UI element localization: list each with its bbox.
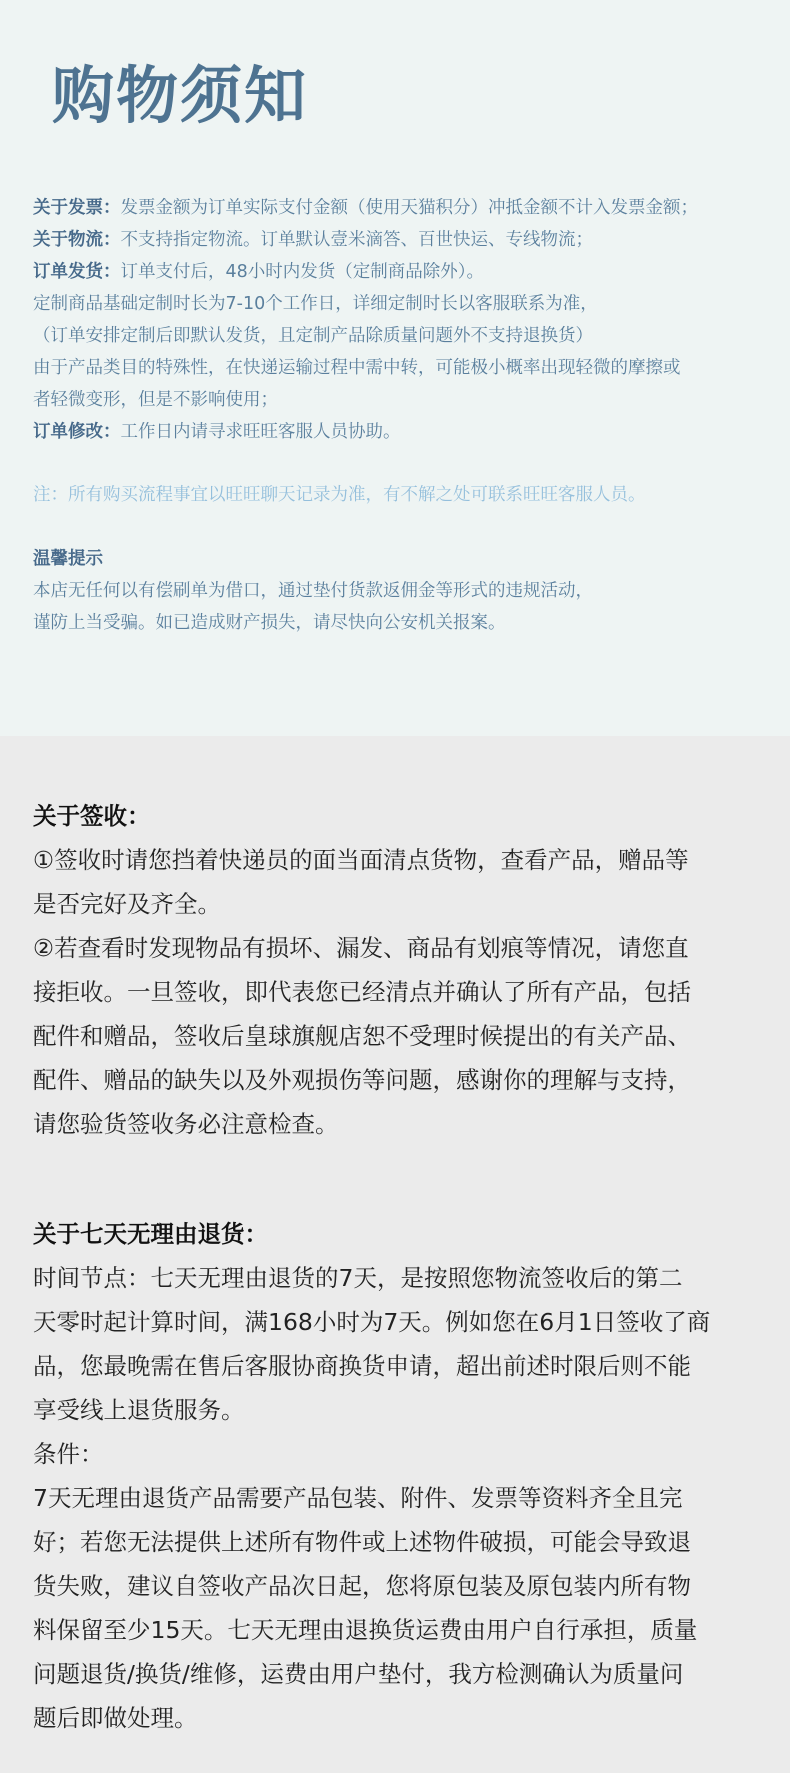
notice-text: （订单安排定制后即默认发货，且定制产品除质量问题外不支持退换货） — [33, 326, 593, 346]
notice-transport — [33, 352, 785, 384]
tips-line: 本店无任何以有偿刷单为借口，通过垫付货款返佣金等形式的违规活动， — [33, 581, 593, 601]
note-text: 注：所有购买流程事宜以旺旺聊天记录为准，有不解之处可联系旺旺客服人员。 — [33, 485, 646, 505]
notice-key: 关于发票： — [33, 198, 121, 218]
notice-text: 订单支付后，48小时内发货（定制商品除外）。 — [120, 262, 485, 282]
tips-body — [33, 575, 593, 639]
shopping-notice-panel — [0, 0, 790, 736]
return-section — [33, 1212, 763, 1740]
return-line: 品，您最晚需在售后客服协商换货申请，超出前述时限后则不能 — [33, 1352, 691, 1380]
return-line: 时间节点：七天无理由退货的7天，是按照您物流签收后的第二 — [33, 1264, 683, 1292]
notice-text: 由于产品类目的特殊性，在快递运输过程中需中转，可能极小概率出现轻微的摩擦或 — [33, 358, 681, 378]
return-line: 货失败，建议自签收产品次日起，您将原包装及原包装内所有物 — [33, 1572, 691, 1600]
notice-custom-duration — [33, 288, 785, 320]
sign-line: 配件和赠品，签收后皇球旗舰店恕不受理时候提出的有关产品、 — [33, 1022, 691, 1050]
sign-line: ②若查看时发现物品有损坏、漏发、商品有划痕等情况，请您直 — [33, 934, 689, 962]
return-line: 料保留至少15天。七天无理由退换货运费由用户自行承担，质量 — [33, 1616, 698, 1644]
notice-custom-policy — [33, 320, 785, 352]
notice-list — [33, 192, 785, 448]
sign-line: ①签收时请您挡着快递员的面当面清点货物，查看产品，赠品等 — [33, 846, 689, 874]
notice-logistics — [33, 224, 785, 256]
page-title: 购物须知 — [52, 59, 309, 132]
notice-key: 关于物流： — [33, 230, 121, 250]
sign-line: 配件、赠品的缺失以及外观损伤等问题，感谢你的理解与支持， — [33, 1066, 691, 1094]
policy-panel — [0, 736, 790, 1773]
notice-invoice — [33, 192, 785, 224]
return-line: 问题退货/换货/维修，运费由用户垫付，我方检测确认为质量问 — [33, 1660, 684, 1688]
notice-text: 者轻微变形，但是不影响使用； — [33, 390, 278, 410]
sign-line: 接拒收。一旦签收，即代表您已经清点并确认了所有产品，包括 — [33, 978, 691, 1006]
notice-shipping — [33, 256, 785, 288]
tips-title: 温馨提示 — [33, 549, 103, 569]
notice-key: 订单发货： — [33, 262, 121, 282]
return-line: 享受线上退货服务。 — [33, 1396, 245, 1424]
return-line: 7天无理由退货产品需要产品包装、附件、发票等资料齐全且完 — [33, 1484, 683, 1512]
notice-text: 发票金额为订单实际支付金额（使用天猫积分）冲抵金额不计入发票金额； — [120, 198, 698, 218]
sign-section-title: 关于签收： — [33, 802, 151, 830]
return-line: 题后即做处理。 — [33, 1704, 198, 1732]
notice-order-change — [33, 416, 785, 448]
return-line: 天零时起计算时间，满168小时为7天。例如您在6月1日签收了商 — [33, 1308, 711, 1336]
sign-line: 请您验货签收务必注意检查。 — [33, 1110, 339, 1138]
return-section-title: 关于七天无理由退货： — [33, 1220, 268, 1248]
notice-transport-cont — [33, 384, 785, 416]
return-line: 好；若您无法提供上述所有物件或上述物件破损，可能会导致退 — [33, 1528, 691, 1556]
return-line: 条件： — [33, 1440, 104, 1468]
notice-key: 订单修改： — [33, 422, 121, 442]
notice-text: 定制商品基础定制时长为7-10个工作日，详细定制时长以客服联系为准， — [33, 294, 598, 314]
sign-section — [33, 794, 763, 1146]
tips-line: 谨防上当受骗。如已造成财产损失，请尽快向公安机关报案。 — [33, 613, 506, 633]
notice-text: 不支持指定物流。订单默认壹米滴答、百世快运、专线物流； — [120, 230, 593, 250]
sign-line: 是否完好及齐全。 — [33, 890, 221, 918]
notice-text: 工作日内请寻求旺旺客服人员协助。 — [120, 422, 401, 442]
